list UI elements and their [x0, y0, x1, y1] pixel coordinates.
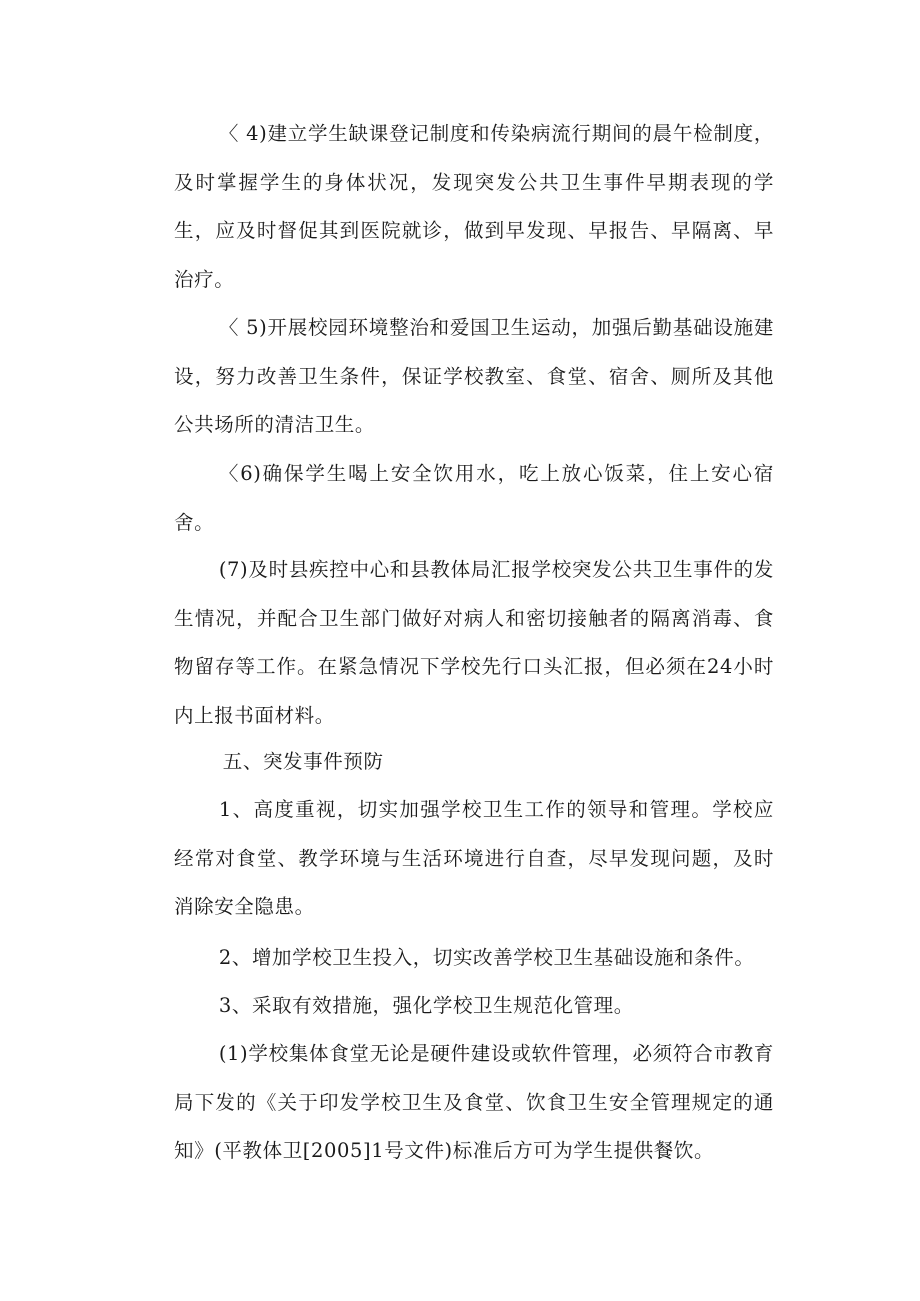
- paragraph-point-2: 2、增加学校卫生投入，切实改善学校卫生基础设施和条件。: [218, 946, 755, 969]
- paragraph-item-4: 〈 4)建立学生缺课登记制度和传染病流行期间的晨午检制度，及时掌握学生的身体状况，发现突发公共卫生事件早期表现的学生，应及时督促其到医院就诊，做到早发现、早报告、早隔离、早治疗。: [174, 122, 774, 291]
- section-heading-prevention: 五、突发事件预防: [222, 750, 384, 773]
- paragraph-item-6: 〈6)确保学生喝上安全饮用水，吃上放心饭菜，住上安心宿舍。: [174, 462, 774, 534]
- paragraph-subitem-1: (1)学校集体食堂无论是硬件建设或软件管理，必须符合市教育局下发的《关于印发学校卫生及食堂、饮食卫生安全管理规定的通知》(平教体卫[2005]1号文件)标准后方可为学生提供餐饮。: [174, 1042, 774, 1162]
- paragraph-point-1: 1、高度重视，切实加强学校卫生工作的领导和管理。学校应经常对食堂、教学环境与生活环境进行自查，尽早发现问题，及时消除安全隐患。: [174, 798, 774, 918]
- paragraph-item-5: 〈 5)开展校园环境整治和爱国卫生运动，加强后勤基础设施建设，努力改善卫生条件，保证学校教室、食堂、宿舍、厕所及其他公共场所的清洁卫生。: [174, 316, 774, 436]
- paragraph-item-7: (7)及时县疾控中心和县教体局汇报学校突发公共卫生事件的发生情况，并配合卫生部门做好对病人和密切接触者的隔离消毒、食物留存等工作。在紧急情况下学校先行口头汇报，但必须在24小时内上报书面材料。: [174, 558, 774, 727]
- paragraph-point-3: 3、采取有效措施，强化学校卫生规范化管理。: [218, 994, 634, 1017]
